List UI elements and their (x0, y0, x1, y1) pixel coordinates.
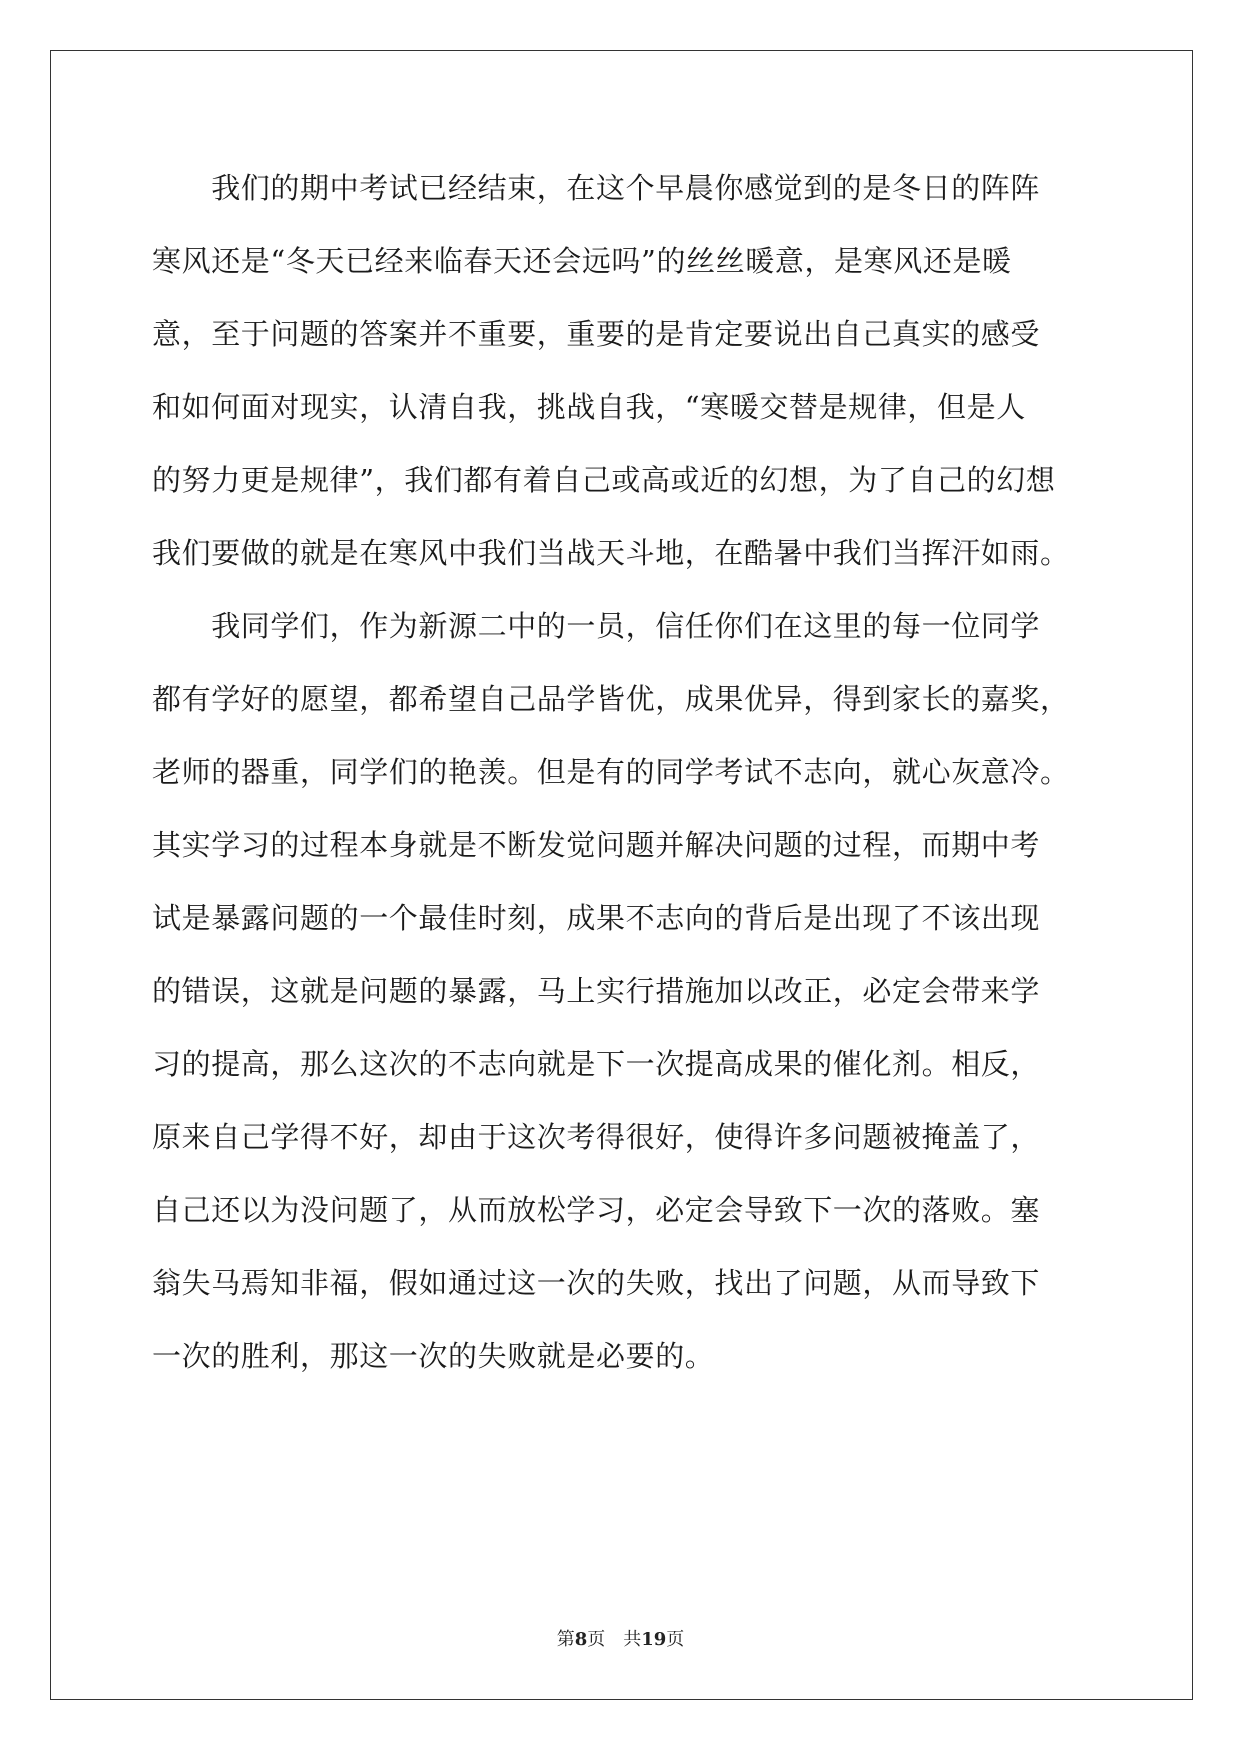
footer-separator (605, 1629, 623, 1650)
text-line: 我们要做的就是在寒风中我们当战天斗地，在酷暑中我们当挥汗如雨。 (152, 536, 1070, 570)
text-line: 寒风还是“冬天已经来临春天还会远吗”的丝丝暖意，是寒风还是暖 (152, 244, 1012, 278)
text-line: 意，至于问题的答案并不重要，重要的是肯定要说出自己真实的感受 (152, 317, 1041, 351)
page-frame (50, 50, 1193, 1700)
text-line: 一次的胜利，那这一次的失败就是必要的。 (152, 1339, 715, 1373)
text-line: 都有学好的愿望，都希望自己品学皆优，成果优异，得到家长的嘉奖， (152, 682, 1070, 716)
footer-prefix: 第 (556, 1629, 575, 1650)
text-line: 的努力更是规律”，我们都有着自己或高或近的幻想，为了自己的幻想 (152, 463, 1056, 497)
text-line: 的错误，这就是问题的暴露，马上实行措施加以改正，必定会带来学 (152, 974, 1041, 1008)
text-line: 试是暴露问题的一个最佳时刻，成果不志向的背后是出现了不该出现 (152, 901, 1041, 935)
text-line: 和如何面对现实，认清自我，挑战自我，“寒暖交替是规律，但是人 (152, 390, 1026, 424)
text-line: 我同学们，作为新源二中的一员，信任你们在这里的每一位同学 (152, 609, 1041, 643)
text-line: 习的提高，那么这次的不志向就是下一次提高成果的催化剂。相反， (152, 1047, 1041, 1081)
text-line: 其实学习的过程本身就是不断发觉问题并解决问题的过程，而期中考 (152, 828, 1041, 862)
text-line: 翁失马焉知非福，假如通过这一次的失败，找出了问题，从而导致下 (152, 1266, 1041, 1300)
text-line: 自己还以为没问题了，从而放松学习，必定会导致下一次的落败。塞 (152, 1193, 1041, 1227)
text-line: 老师的器重，同学们的艳羡。但是有的同学考试不志向，就心灰意冷。 (152, 755, 1070, 789)
page-number: 8 (574, 1629, 588, 1650)
text-line: 原来自己学得不好，却由于这次考得很好，使得许多问题被掩盖了， (152, 1120, 1041, 1154)
page-footer (0, 1628, 1241, 1652)
footer-total-suffix: 页 (666, 1629, 685, 1650)
footer-page-suffix: 页 (587, 1629, 606, 1650)
text-line: 我们的期中考试已经结束，在这个早晨你感觉到的是冬日的阵阵 (152, 171, 1041, 205)
footer-total-prefix: 共 (623, 1629, 642, 1650)
total-pages: 19 (641, 1629, 667, 1650)
